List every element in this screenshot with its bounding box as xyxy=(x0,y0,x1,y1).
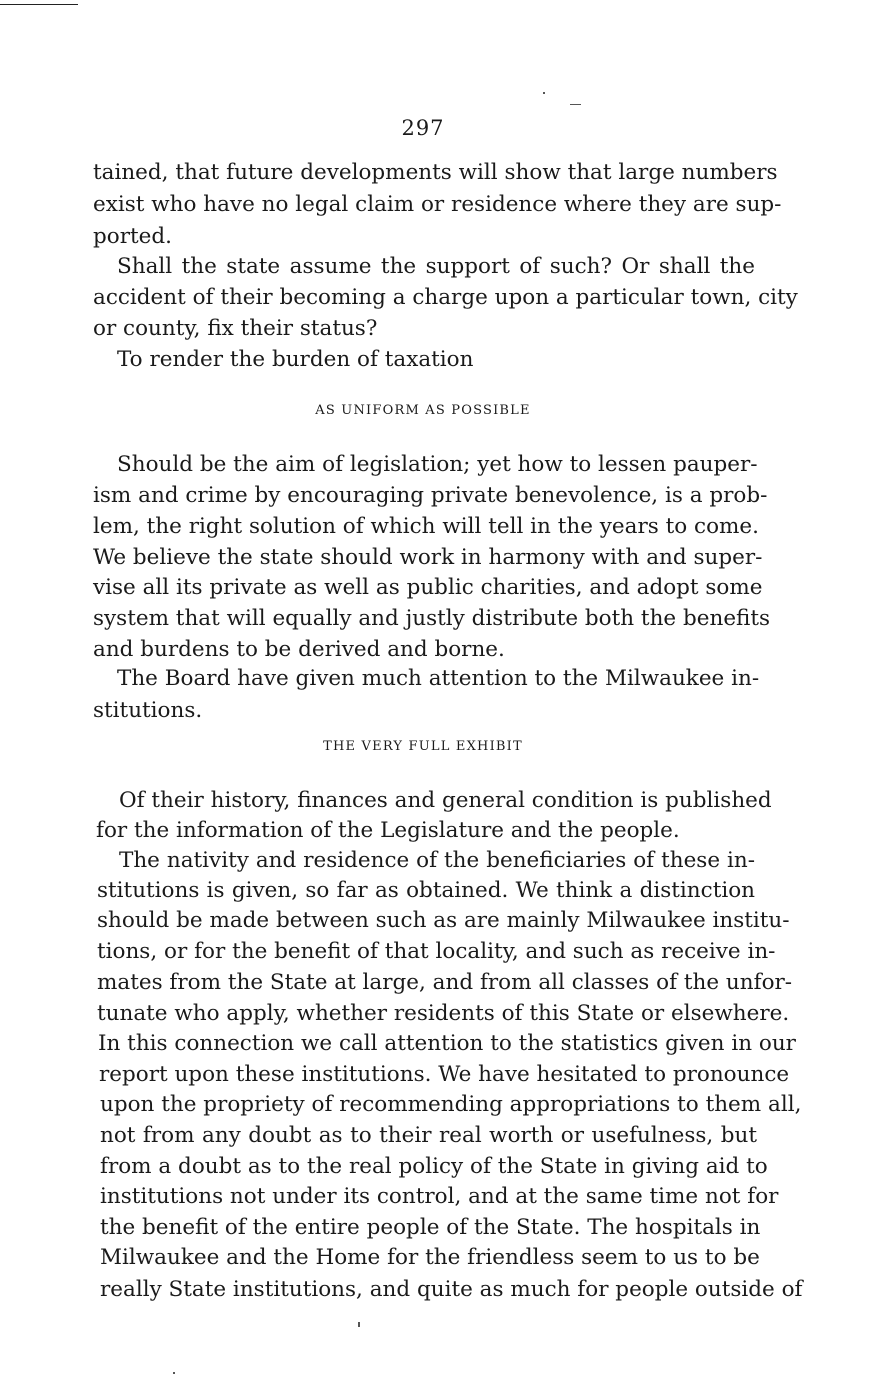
text-line: stitutions. xyxy=(93,698,203,723)
text-line: exist who have no legal claim or residence where they are sup- xyxy=(93,192,782,217)
text-line: Should be the aim of legislation; yet how to lessen pauper- xyxy=(117,452,758,477)
speck-mark xyxy=(173,1372,175,1374)
text-line: accident of their becoming a charge upon a particular town, city xyxy=(93,285,798,310)
text-line: We believe the state should work in harmony with and super- xyxy=(93,545,763,570)
text-line: To render the burden of taxation xyxy=(117,347,474,372)
text-line: tions, or for the benefit of that locality, and such as receive in- xyxy=(97,939,776,964)
text-line: mates from the State at large, and from all classes of the unfor- xyxy=(97,970,793,995)
text-line: lem, the right solution of which will tell in the years to come. xyxy=(93,514,759,539)
text-line: should be made between such as are mainly Milwaukee institu- xyxy=(97,908,790,933)
text-line: The Board have given much attention to the Milwaukee in- xyxy=(117,666,760,691)
text-line: tunate who apply, whether residents of this State or elsewhere. xyxy=(97,1001,790,1026)
text-line: tained, that future developments will show that large numbers xyxy=(93,160,778,185)
text-line: the benefit of the entire people of the State. The hospitals in xyxy=(100,1215,761,1240)
text-line: really State institutions, and quite as much for people outside of xyxy=(100,1277,803,1302)
text-line: The nativity and residence of the beneficiaries of these in- xyxy=(119,848,755,873)
speck-mark xyxy=(570,104,581,105)
page-number: 297 xyxy=(401,116,445,140)
text-line: report upon these institutions. We have hesitated to pronounce xyxy=(99,1062,790,1087)
speck-mark xyxy=(358,1322,360,1327)
text-line: system that will equally and justly distribute both the benefits xyxy=(93,606,771,631)
text-line: ported. xyxy=(93,224,172,249)
text-line: or county, fix their status? xyxy=(93,316,378,341)
text-line: not from any doubt as to their real worth or usefulness, but xyxy=(100,1123,757,1148)
text-line: for the information of the Legislature and the people. xyxy=(96,818,680,843)
section-heading: AS UNIFORM AS POSSIBLE xyxy=(315,403,531,418)
text-line: and burdens to be derived and borne. xyxy=(93,637,505,662)
text-line: Milwaukee and the Home for the friendless seem to us to be xyxy=(100,1245,760,1270)
text-line: ism and crime by encouraging private benevolence, is a prob- xyxy=(93,483,768,508)
top-rule xyxy=(0,4,78,5)
section-heading: THE VERY FULL EXHIBIT xyxy=(323,739,523,754)
speck-mark xyxy=(543,92,545,94)
text-line: stitutions is given, so far as obtained. We think a distinction xyxy=(97,878,755,903)
text-line: Of their history, finances and general condition is published xyxy=(119,788,772,813)
text-line: In this connection we call attention to the statistics given in our xyxy=(98,1031,796,1056)
text-line: vise all its private as well as public charities, and adopt some xyxy=(93,575,763,600)
text-line: upon the propriety of recommending appropriations to them all, xyxy=(100,1092,802,1117)
text-line: institutions not under its control, and at the same time not for xyxy=(100,1184,779,1209)
text-line: Shall the state assume the support of such? Or shall the xyxy=(117,254,755,279)
text-line: from a doubt as to the real policy of the State in giving aid to xyxy=(100,1154,768,1179)
